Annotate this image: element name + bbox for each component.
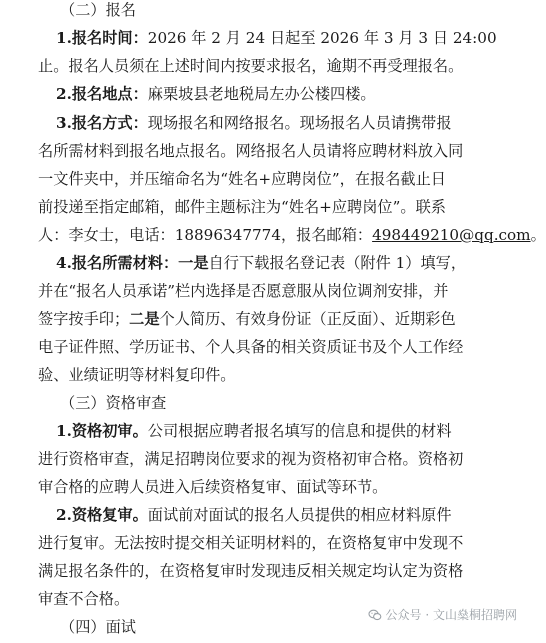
registration-method-line [56,113,527,133]
contact-end: 。 [530,226,546,244]
initial-review-line [56,421,527,441]
registration-time-label: 1.报名时间： [56,29,148,47]
materials-line-5: 验、业绩证明等材料复印件。 [38,366,236,384]
section-heading-qualification: （三）资格审查 [60,394,167,412]
materials-line-3 [38,309,527,329]
registration-method-label: 3.报名方式： [56,114,148,132]
materials-line-4: 电子证件照、学历证书、个人具备的相关资质证书及个人工作经 [38,338,464,356]
materials-label: 4.报名所需材料： [56,254,179,272]
materials-line [56,253,527,273]
materials-text-1: 自行下载报名登记表（附件 1）填写， [208,254,467,272]
registration-time-line [56,28,527,48]
registration-contact-line [38,225,546,245]
registration-time-line-2: 止。报名人员须在上述时间内按要求报名，逾期不再受理报名。 [38,57,464,75]
second-review-line-2: 进行复审。无法按时提交相关证明材料的，在资格复审中发现不 [38,534,464,552]
initial-review-line-3: 审合格的应聘人员进入后续资格复审、面试等环节。 [38,478,388,496]
materials-text-3b: 个人简历、有效身份证（正反面）、近期彩色 [159,310,456,328]
registration-place-label: 2.报名地点： [56,85,148,103]
materials-second-marker: 二是 [129,310,160,328]
second-review-line-4: 审查不合格。 [38,590,130,608]
materials-line-2: 并在“报名人员承诺”栏内选择是否愿意服从岗位调剂安排，并 [38,282,449,300]
contact-text: 人：李女士，电话：18896347774，报名邮箱： [38,226,373,244]
second-review-line [56,505,527,525]
watermark [368,606,517,623]
registration-method-line-4: 前投递至指定邮箱，邮件主题标注为“姓名+应聘岗位”。联系 [38,198,446,216]
wechat-icon [368,608,382,622]
registration-method-line-3: 一文件夹中，并压缩命名为“姓名+应聘岗位”，在报名截止日 [38,170,446,188]
initial-review-text: 公司根据应聘者报名填写的信息和提供的材料 [147,422,452,440]
second-review-label: 2.资格复审。 [56,506,148,524]
initial-review-label: 1.资格初审。 [56,422,148,440]
registration-method-line-2: 名所需材料到报名地点报名。网络报名人员请将应聘材料放入同 [38,142,464,160]
registration-place-line [56,84,527,104]
initial-review-line-2: 进行资格审查，满足招聘岗位要求的视为资格初审合格。资格初 [38,450,464,468]
second-review-text: 面试前对面试的报名人员提供的相应材料原件 [147,506,452,524]
registration-method-text: 现场报名和网络报名。现场报名人员请携带报 [147,114,452,132]
section-heading-registration: （二）报名 [60,1,136,19]
section-heading-interview: （四）面试 [60,618,136,636]
second-review-line-3: 满足报名条件的，在资格复审时发现违反相关规定均认定为资格 [38,562,464,580]
registration-time-value: 2026 年 2 月 24 日起至 2026 年 3 月 3 日 24:00 [147,29,497,47]
registration-email-link[interactable]: 498449210@qq.com [372,226,531,244]
materials-first-marker: 一是 [178,254,209,272]
materials-text-3a: 签字按手印； [38,310,130,328]
registration-place-value: 麻栗坡县老地税局左办公楼四楼。 [147,85,376,103]
watermark-text: 公众号 · 文山燊桐招聘网 [385,608,517,622]
